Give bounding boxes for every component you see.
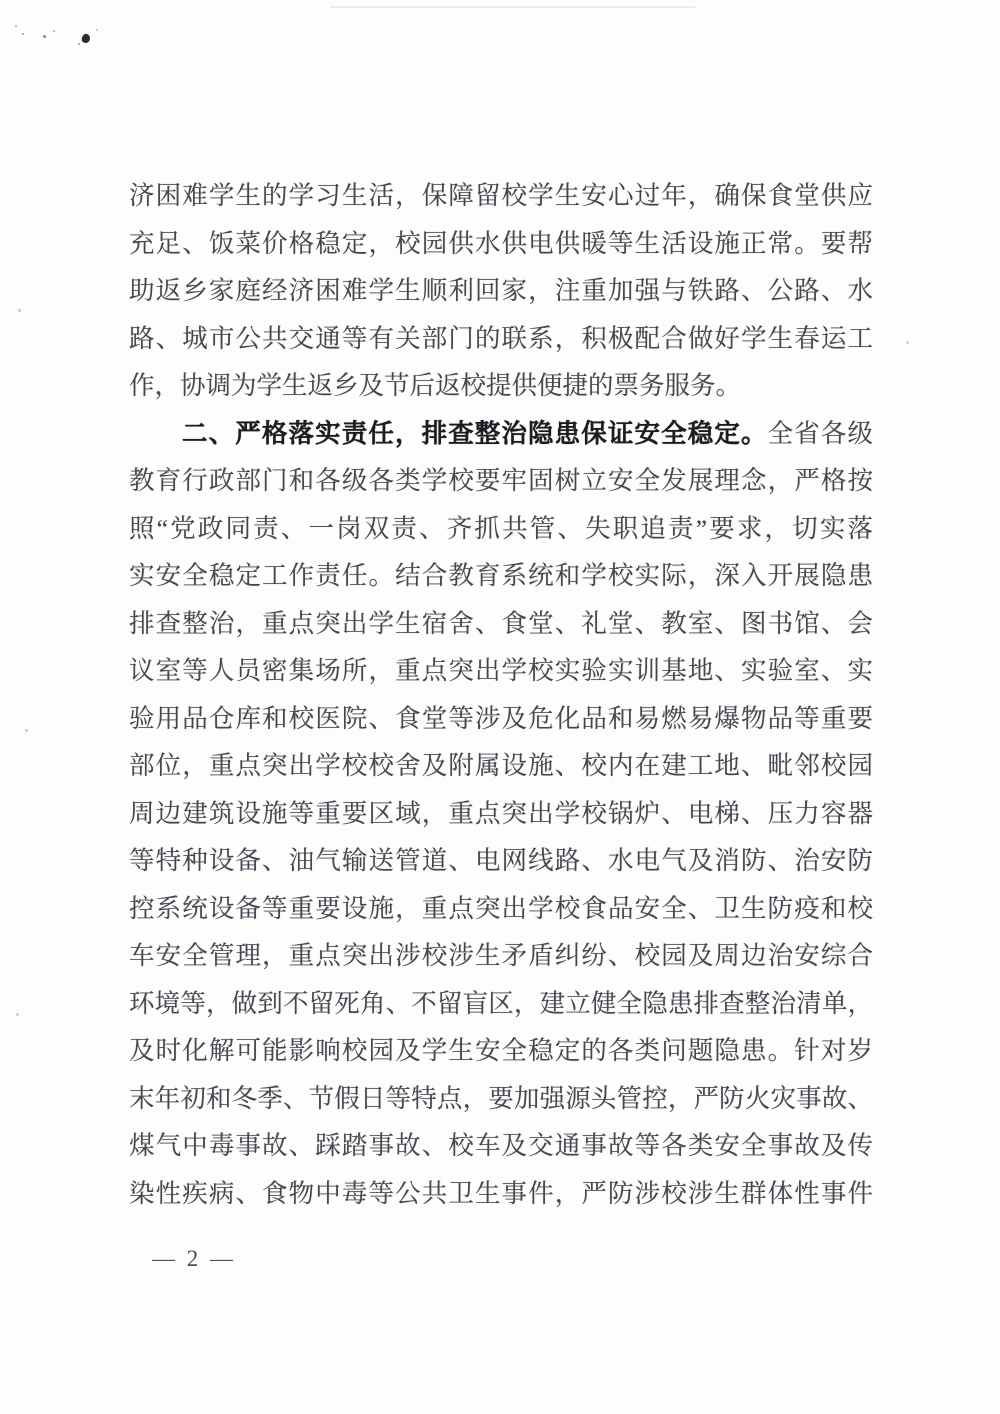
scan-speckle <box>43 35 46 38</box>
text-line: 周边建筑设施等重要区域，重点突出学校锅炉、电梯、压力容器 <box>129 798 873 828</box>
text-line: 验用品仓库和校医院、食堂等涉及危化品和易燃易爆物品等重要 <box>129 703 873 733</box>
text-line: 二、严格落实责任，排查整治隐患保证安全稳定。全省各级 <box>182 418 873 448</box>
document-body <box>129 172 873 1217</box>
text-line: 教育行政部门和各级各类学校要牢固树立安全发展理念，严格按 <box>129 466 873 495</box>
text-line: 煤气中毒事故、踩踏事故、校车及交通事故等各类安全事故及传 <box>129 1131 873 1160</box>
text-line: 议室等人员密集场所，重点突出学校实验实训基地、实验室、实 <box>129 656 873 685</box>
text-line: 济困难学生的学习生活，保障留校学生安心过年，确保食堂供应 <box>129 181 873 210</box>
scan-speckle <box>15 25 17 27</box>
scan-speckle <box>78 43 80 45</box>
text-line: 染性疾病、食物中毒等公共卫生事件，严防涉校涉生群体性事件 <box>129 1178 873 1208</box>
scan-speckle <box>906 341 909 344</box>
text-line: 路、城市公共交通等有关部门的联系，积极配合做好学生春运工 <box>129 323 873 353</box>
scan-speckle <box>18 309 21 312</box>
text-line: 助返乡家庭经济困难学生顺利回家，注重加强与铁路、公路、水 <box>129 276 873 305</box>
page-number: — 2 — <box>152 1246 236 1271</box>
scan-artifact-topline <box>330 6 695 8</box>
text-line: 照“党政同责、一岗双责、齐抓共管、失职追责”要求，切实落 <box>129 513 873 543</box>
text-line: 作，协调为学生返乡及节后返校提供便捷的票务服务。 <box>129 371 742 400</box>
text-line: 及时化解可能影响校园及学生安全稳定的各类问题隐患。针对岁 <box>129 1036 873 1065</box>
scan-speckle <box>81 33 91 44</box>
text-line: 环境等，做到不留死角、不留盲区，建立健全隐患排查整治清单， <box>129 988 873 1018</box>
scan-speckle <box>53 30 55 32</box>
text-line: 等特种设备、油气输送管道、电网线路、水电气及消防、治安防 <box>129 846 873 875</box>
scan-speckle <box>16 1013 19 1016</box>
text-line: 实安全稳定工作责任。结合教育系统和学校实际，深入开展隐患 <box>129 561 873 590</box>
scan-speckle <box>22 33 24 35</box>
text-line: 控系统设备等重要设施，重点突出学校食品安全、卫生防疫和校 <box>129 893 873 923</box>
scan-speckle <box>25 729 28 732</box>
text-line: 排查整治，重点突出学生宿舍、食堂、礼堂、教室、图书馆、会 <box>129 608 873 638</box>
section-heading: 二、严格落实责任，排查整治隐患保证安全稳定。 <box>182 418 768 448</box>
scan-speckle <box>96 29 98 31</box>
text-line: 部位，重点突出学校校舍及附属设施、校内在建工地、毗邻校园 <box>129 751 873 780</box>
text-line: 充足、饭菜价格稳定，校园供水供电供暖等生活设施正常。要帮 <box>129 228 873 258</box>
text-line: 车安全管理，重点突出涉校涉生矛盾纠纷、校园及周边治安综合 <box>129 941 873 970</box>
text-line: 末年初和冬季、节假日等特点，要加强源头管控，严防火灾事故、 <box>129 1083 873 1113</box>
